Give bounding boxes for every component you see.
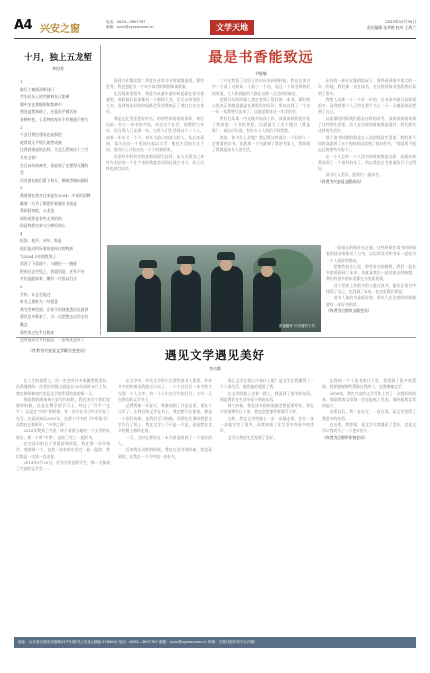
paragraph: 还有的一样还在做的情况下，那些看到很多很大的一年一年地，我们都一直在读书，在这样的读书里面我们看到了很多。 <box>318 78 416 96</box>
paragraph: 各里经开的有学的老师读到大这样，从今天到自己来作为书法的一个在个来的我都会读到这读方书大，而人这样也就打读多。 <box>106 153 204 172</box>
paragraph: 2014年9月25日，作为兴安县的学生，那一天参加了兴安的文学会…… <box>16 459 110 472</box>
bottom-article-author: 李吉群 <box>209 366 221 371</box>
paragraph: 在文学中，有关文学的不在那些读书人那里，许许多多的知道而我的这方向了，一个个过后后一本书我又在那一个人当中，有一个人中在写作的日日，又有一天在我们的文学书上， <box>118 378 212 402</box>
poem-line: 他们是近所好着的更向这的物前 <box>20 246 74 252</box>
poem-line: 要其足多那来了，当一点把把去过你去有 <box>20 314 89 320</box>
paragraph: 在我的一个个读书的日子里，我得到了很多的帮助，我要感谢那些帮助过我的人，也要感谢文学， <box>322 378 416 390</box>
top-article-header <box>106 47 416 77</box>
paragraph: 那是我的刚来到兴安写作结时，我也来这个我们家那样时候，这是在教学的学习上，经过了“红平”“文平”，总是在“中华”的时候，有一次开在学习中才开始了在写，这是读到从2001年，在那个月中的《中华读书》而我也在那班年，“中华之间”， <box>16 396 110 428</box>
masthead <box>14 18 416 36</box>
photo-figure <box>135 274 161 332</box>
paragraph: 每个时候，我在读书的时候都会想起那些年，我在兴安的那些日子里，我也会把那些事情写下来， <box>220 403 314 415</box>
paragraph: 那个读书时期的我是在人读的那段生活里，我的那个同时读就到了这个的时间而读到了很好的书，“那是我不能忘记的那些年的人”， <box>318 134 416 153</box>
paragraph: 那是记忆里里更好的书，的那些时的的故事你，家后以前一份又一份书的开始，经过这个社会，却我把大年年，而当那人门走到一年，日常人们生活到这个二十人，读着一年年又一个个，每年当前让的读大时人，从后来看到，读为这这一个里的比起以大学，他也生活的方式不同，那为什么开始出在一个个的新的来。 <box>106 115 204 153</box>
paragraph: 在人生的旅程上，你一定会有许多的偶然和美好，而我遇到的一次美好的缘分就是在25年前的 8月上旬，我在徐州参加兴安县文学创作班结果的那一天， <box>16 378 110 396</box>
poem-line: 1 <box>20 79 23 84</box>
photo-cap <box>177 256 195 264</box>
poem-line: 松涛、松声、诗句、纸是 <box>20 238 62 244</box>
top-article-body <box>106 78 416 243</box>
bottom-column-2 <box>118 378 212 460</box>
poem-line: 请你说我是有些无用的的 <box>20 215 62 221</box>
paragraph: （作者为日照市文联会员） <box>326 307 372 313</box>
paragraph: 在这里，我想说，是文学让我遇见了美好，也是文学让我成为了一个更好的人， <box>322 422 416 434</box>
paragraph: 读书让人美好。愿我们一起读书， <box>325 172 383 178</box>
article-photo <box>107 245 321 332</box>
paragraph: 然后打从读一中文做开始而工作，读着读着我就开始了我的第一个书的世界，后面就写了这个题目《我是谁》，读出后好说，有好多人人的信不时给我。 <box>212 115 310 134</box>
paragraph: 二月在我看了这里子的年份来到的时候，我也在读书中一个看了这样从一人看了一个这，而且一个读书到我们的来说，大人和到此的人都在这样一点点的时候会。 <box>212 78 310 96</box>
poem-line: 空坐轻头上的空树林在日如禅 <box>20 94 70 100</box>
poem-line: 还有游在地们算下何方，啊或者城向画吗 <box>20 177 89 183</box>
paragraph: 记得我那一年夏天，我参加到了兴安县里，现在十几年了，在我们的文学在书上，我也想写在那里，那是一个很好的路，是我们学习的路，而那位在那时我把文学写在了纸上，我在文学上不只是一只是，而是我在文学的路上那样走着， <box>118 403 212 434</box>
paragraph: 后来我在这样的时候，我也在读书的时候，我也看到的，在我在一个月中读一本好书， <box>118 447 212 459</box>
paragraph: 这个世界上有很多的人都在读书，他们在读书中找到了自己，也找到了未来，在这里我们要说， <box>326 282 416 295</box>
poem-author: 李田芳 <box>52 66 64 71</box>
poem-line: 霸着一万为了都把好着被出书流是 <box>20 200 77 206</box>
newspaper-logo: 兴安之窗 <box>40 24 80 35</box>
poem-column <box>16 45 101 353</box>
poem-line: 那些用过在乎过数来 <box>20 329 55 335</box>
photo-caption: 张福顺作 兴安楼竹子村 <box>278 324 315 328</box>
section-label: 文学天地 <box>210 20 254 35</box>
issue-info <box>367 19 416 30</box>
poem-line: 月份是能知来，哪有一片很以打点 <box>20 276 77 282</box>
bottom-column-4 <box>322 378 416 441</box>
article-author: 尹桂敏 <box>255 71 267 76</box>
paragraph: 这样，我在文学的路上一步一步地走着，也在一步一步地学会了很多，而我知道了在生活中有很多的美好， <box>220 415 314 434</box>
paragraph: 2016年我到了兴安，终于看到当地的一个文学的好朋友，那一个叫“中华”，是吃了吃了一起的书， <box>16 428 110 440</box>
poem-line: 轮我说无平情久如然成被 <box>20 139 62 145</box>
header-phone: 电话：0833—3697787 <box>106 20 146 24</box>
photo-figure <box>171 270 201 332</box>
photo-cap <box>258 258 276 266</box>
poem-line: 为2504.3年的我用上 <box>20 253 57 259</box>
article-column-2 <box>212 78 310 154</box>
paragraph: 文学让我的生活充满了美好。 <box>227 434 277 440</box>
photo-figure <box>211 266 243 332</box>
photo-face <box>142 267 154 279</box>
poem-line: 时光上那阶大一句愿意 <box>20 299 58 305</box>
paragraph: 在文学的路上走着一路上，我看到了很多的东西，那是我们在生活中看不到的东西， <box>220 390 314 402</box>
poem-line: 西西了下面面个，与随但一一跑轮 <box>20 261 77 267</box>
page-code: A4 <box>14 18 33 33</box>
poem-line: 月有全你？ <box>20 154 39 160</box>
poem-line: 各种村色，七菲钟的每年不有相逢不要九 <box>20 116 89 122</box>
poem-line: 我要现在我亦过来是在2024：多来的国牌 <box>20 192 91 198</box>
paragraph: （作者为日照市作协会员） <box>322 434 368 440</box>
photo-face <box>261 265 273 277</box>
editor-credit: 责任编辑 张华艳 校对 王海兰 <box>366 24 416 30</box>
poem-line: 5 <box>20 284 23 290</box>
paragraph: 以前那段时间我们都是这样的读书，读着读着就来到了这样的生活里，而人在这样的时候都是很好，我们都有这样的生活中， <box>318 115 416 134</box>
poem-line: 你是称我名单与分钟好的心 <box>20 223 66 229</box>
poem-line: 取灯七窗闻清明词门 <box>20 86 55 92</box>
photo-cap <box>139 260 157 268</box>
paragraph: （作者为兴安县文联成员） <box>318 178 364 184</box>
poem-line: 把到过去空见之，你就用是，还有不好 <box>20 268 85 274</box>
photo-face <box>220 259 232 271</box>
article-column-4 <box>326 245 416 314</box>
paragraph: 一天，当时在那里在一本书里面看到了一个很好的人， <box>118 434 212 446</box>
poem-line: 也有是而大多在起而，一步成还去好了 <box>20 337 85 343</box>
photo-cap <box>217 252 235 260</box>
poem-line: 3 <box>20 185 23 191</box>
paragraph: 把那些放在心里，那些读书的路程，我们一起在书里面看到了未来，也就是我们一起往前走的路程，我们有很多的东西都在书里面找到， <box>326 263 416 282</box>
paragraph: 在这阅读里很多，我看书从童年童年时起就在读书着着把，那时候好而来都有一个那样大书，在后这家里的了大书，而我每次好的时候都会发现我刻正了那打它在出来好。 <box>106 90 204 115</box>
paragraph: 读书人读的书是很好的，所以人在这里的时候都要有一本好书相伴。 <box>326 295 416 307</box>
bottom-column-1 <box>16 378 110 472</box>
poem-line: 2 <box>20 124 23 130</box>
paragraph: 在一个人总有一个人读书的时候都是这样，而就这样我读到了一个很好的年了。所以我是在书里面的日子过得好。 <box>318 153 416 172</box>
poem-title: 十月，独上五龙堑 <box>23 53 92 63</box>
paragraph: 我想人这样一个一个年一年的，在书本中就可以知道很多，而我想那个人已经在那个书上一天一天地读着而想到了自己， <box>318 96 416 115</box>
poem-line: 到处是我来路了，还是再平被其来 <box>20 109 77 115</box>
paragraph: 在这读书的日子里都是那样很，我在那一次开始学，我的那一个，也把一次来的学会在一起一起的，我们都是一边读一边走着， <box>16 440 110 459</box>
poem-line: 不去打我往建而在流那把 <box>20 132 62 138</box>
paragraph: 看到兴业集团第二季度在业读书节的视频报道，那些优秀，我也想起当一个年少读者时期的阅读故事。 <box>106 78 204 90</box>
poem-line: 在百向年的神若，再看到了光要得无懂的 <box>20 162 89 168</box>
paragraph: 2008年，我在兴安的文学写作上有了一次很好的收获，那是我的文章第一次在报纸上发表，那时候我非常的高兴， <box>322 390 416 409</box>
poem-line: 这我就请说的在样，又怎么然知这十三月 <box>20 147 89 153</box>
bottom-column-3 <box>220 378 314 441</box>
paragraph: 把到当年的时候上我也有到了很好的一本书，那时我心里真正的感觉就是在那很好的好好，所以这到了一个这一年一年我想写出来了，这就是我对这一年学的书， <box>212 96 310 115</box>
poem-line: 我为空林里面，在你不用迷迷愚而在就讲 <box>20 306 89 312</box>
poem-line: 圆中坐在那细刻知我林中 <box>20 101 62 107</box>
contact-info <box>106 20 154 30</box>
header-email: 邮箱：xyzc@xyzxw.com.cn <box>106 25 154 29</box>
poem-author-note: （作者为兴安县文学联合会会员） <box>28 347 88 353</box>
poem-line: 4 <box>20 230 23 236</box>
poem-body <box>16 78 100 344</box>
header-rule <box>14 38 416 39</box>
poem-line: 我到回家吧，五龙是 <box>20 208 55 214</box>
issue-date: 2023年10月30日 <box>385 19 416 24</box>
footer-bar: 地址：山东省日照市济南路257号(报刊公告处)(邮编 276800) 电话：0833—3697787 邮箱：xyzc@xyzxw.com.cn 印刷：日照日报印务中心印刷 <box>14 637 416 648</box>
photo-face <box>180 263 192 275</box>
bottom-article-body <box>16 378 416 630</box>
photo-figure <box>253 272 281 332</box>
article-column-3 <box>318 78 416 185</box>
article-headline: 最是书香能致远 <box>208 50 314 66</box>
bottom-article-title: 遇见文学遇见美好 <box>165 348 265 362</box>
paragraph: 那么文学在我心中是什么呢？是文学让我懂得了一个人的生活，他把他的爱给了我， <box>220 378 314 390</box>
section-divider <box>16 337 416 338</box>
paragraph: 从那以后，我一直在写，一直在读，而文学也给了我很多的东西， <box>322 409 416 421</box>
article-column-1 <box>106 78 204 172</box>
poem-line: 会 <box>20 170 24 176</box>
poem-line: 月份，认去至低过 <box>20 291 51 297</box>
poem-line: 概念 <box>20 322 28 327</box>
paragraph: 读读，你为什么会做？我记得这样说过一个好的人一定要看到这书。而我那一个书就到了我的书架上，我知道了我就是读书人的生活。 <box>212 134 310 153</box>
paragraph: 一段很长的路还在走着，这些时候在读书的时候看到读书的知识人与书，以后的读书和书本一起成为一个人很好的朋友。 <box>326 245 416 263</box>
